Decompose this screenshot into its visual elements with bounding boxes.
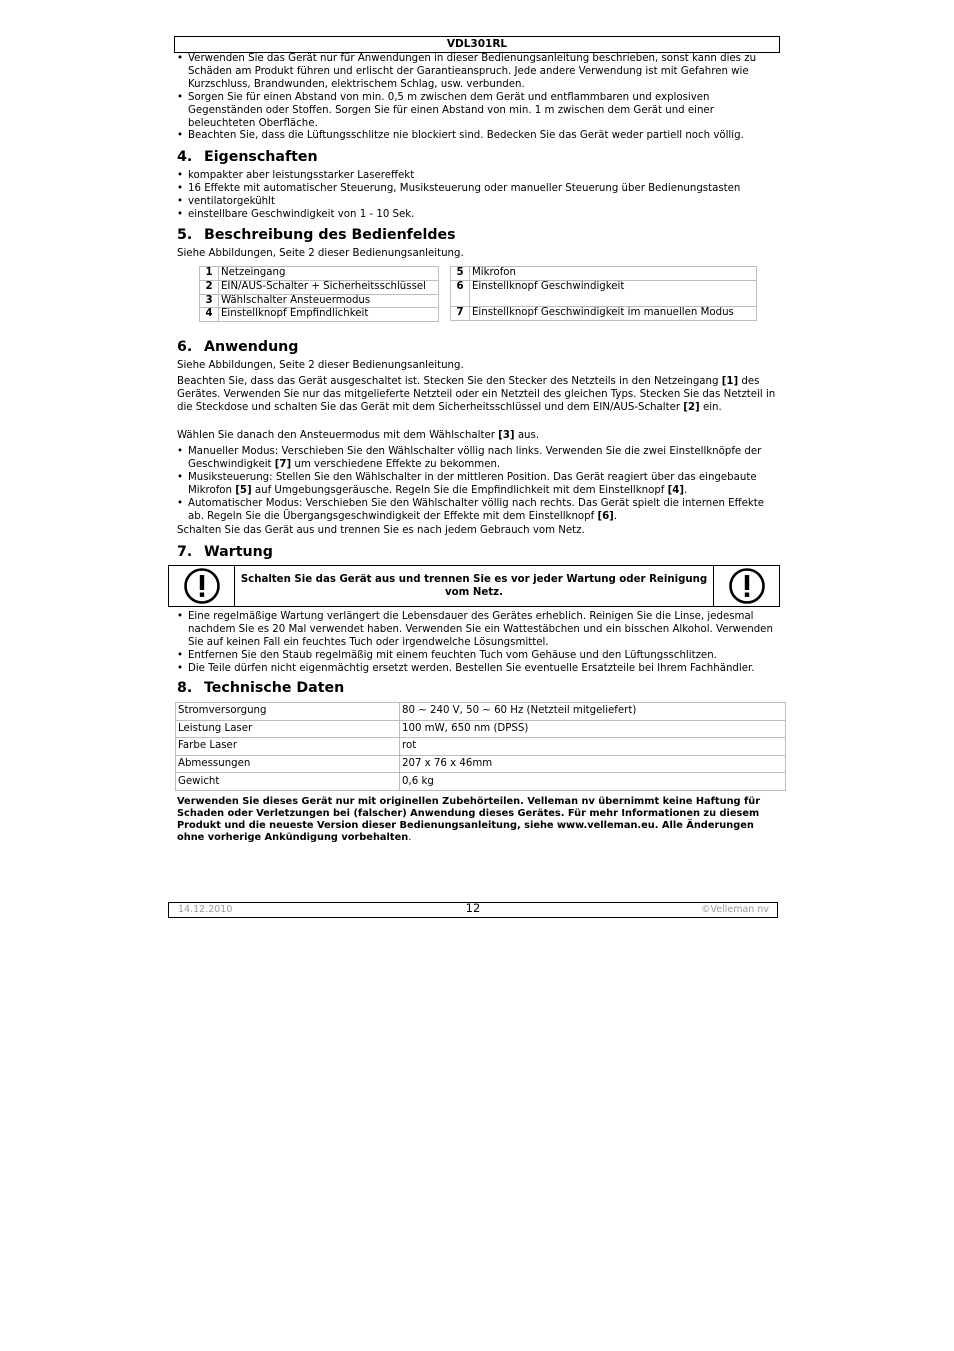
section-title: Technische Daten [204, 680, 345, 696]
section-heading-bedienfeld [177, 227, 779, 243]
section-heading-wartung [177, 544, 779, 560]
section-title: Eigenschaften [204, 149, 318, 165]
safety-bullet-list [177, 53, 779, 143]
table-row: 4 Einstellknopf Empfindlichkeit [200, 308, 439, 322]
table-row: Leistung Laser 100 mW, 650 nm (DPSS) [176, 720, 786, 738]
section-heading-technische-daten [177, 680, 779, 696]
list-item: • Automatischer Modus: Verschieben Sie den Wählschalter völlig nach rechts. Das Gerät spielt die internen Effekte ab. Regeln Sie die Übergangsgeschwindigkeit der Effekte mit dem Einstellknopf [6]. [177, 498, 779, 524]
page-header-model: VDL301RL [174, 36, 780, 53]
table-row: 2 EIN/AUS-Schalter + Sicherheitsschlüssel [200, 280, 439, 294]
paragraph: Schalten Sie das Gerät aus und trennen Sie es nach jedem Gebrauch vom Netz. [177, 525, 585, 536]
section-intro: Siehe Abbildungen, Seite 2 dieser Bedienungsanleitung. [177, 248, 464, 259]
footer-date: 14.12.2010 [178, 904, 233, 915]
controls-table-right [450, 266, 757, 321]
section-number: 4. [177, 149, 193, 165]
paragraph: Beachten Sie, dass das Gerät ausgeschaltet ist. Stecken Sie den Stecker des Netzteils in den Netzeingang [1] des Gerätes. Verwenden Sie nur das mitgelieferte Netzteil oder ein Netzteil des gleichen Typs. Stecken Sie das Netzteil in die Steckdose und schalten Sie das Gerät mit dem Sicherheitsschlüssel und dem EIN/AUS-Schalter [2] ein. [177, 376, 776, 413]
list-item: • 16 Effekte mit automatischer Steuerung, Musiksteuerung oder manueller Steuerung über Bedienungstasten [177, 183, 779, 196]
list-item: • Die Teile dürfen nicht eigenmächtig ersetzt werden. Bestellen Sie eventuelle Ersatzteile bei Ihrem Fachhändler. [177, 663, 779, 676]
table-row: Abmessungen 207 x 76 x 46mm [176, 755, 786, 773]
section-title: Anwendung [204, 339, 299, 355]
disclaimer: Verwenden Sie dieses Gerät nur mit originellen Zubehörteilen. Velleman nv übernimmt keine Haftung für Schaden oder Verletzungen bei (falscher) Anwendung dieses Gerätes. Für mehr Informationen zu diesem Produkt und die neueste Version dieser Bedienungsanleitung, siehe www.velleman.eu. Alle Änderungen ohne vorherige Ankündigung vorbehalten. [177, 796, 761, 843]
table-row: 5 Mikrofon [451, 267, 757, 281]
section-number: 7. [177, 544, 193, 560]
section-number: 6. [177, 339, 193, 355]
warning-exclamation-icon [169, 566, 235, 606]
list-item: • kompakter aber leistungsstarker Lasereffekt [177, 170, 779, 183]
mode-list [177, 446, 779, 523]
table-row: Farbe Laser rot [176, 738, 786, 756]
list-item: • Entfernen Sie den Staub regelmäßig mit einem feuchten Tuch vom Gehäuse und den Lüftungsschlitzen. [177, 650, 779, 663]
table-row: Gewicht 0,6 kg [176, 773, 786, 791]
specs-table [175, 702, 786, 791]
controls-table-left [199, 266, 439, 322]
paragraph: Wählen Sie danach den Ansteuermodus mit dem Wählschalter [3] aus. [177, 430, 540, 441]
list-item: • Eine regelmäßige Wartung verlängert die Lebensdauer des Gerätes erheblich. Reinigen Sie die Linse, jedesmal nachdem Sie es 20 Mal verwendet haben. Verwenden Sie ein Wattestäbchen und ein bisschen Alkohol. Verwenden Sie auf keinen Fall ein feuchtes Tuch oder irgendwelche Lösungsmittel. [177, 611, 779, 650]
list-item: • Beachten Sie, dass die Lüftungsschlitze nie blockiert sind. Bedecken Sie das Gerät weder partiell noch völlig. [177, 130, 779, 143]
table-row: 3 Wählschalter Ansteuermodus [200, 294, 439, 308]
section-heading-eigenschaften [177, 149, 779, 165]
page-footer [168, 902, 778, 918]
intro-section [177, 53, 779, 143]
table-row: 6 Einstellknopf Geschwindigkeit [451, 280, 757, 306]
list-item: • einstellbare Geschwindigkeit von 1 - 10 Sek. [177, 209, 779, 222]
warning-exclamation-icon [713, 566, 779, 606]
section-heading-anwendung [177, 339, 779, 355]
list-item: • Manueller Modus: Verschieben Sie den Wählschalter völlig nach links. Verwenden Sie die zwei Einstellknöpfe der Geschwindigkeit [7] um verschiedene Effekte zu bekommen. [177, 446, 779, 472]
section-title: Beschreibung des Bedienfeldes [204, 227, 456, 243]
section-title: Wartung [204, 544, 273, 560]
footer-copyright: ©Velleman nv [701, 904, 769, 915]
list-item: • Musiksteuerung: Stellen Sie den Wählschalter in der mittleren Position. Das Gerät reagiert über das eingebaute Mikrofon [5] auf Umgebungsgeräusche. Regeln Sie die Empfindlichkeit mit dem Einstellknopf [4]. [177, 472, 779, 498]
table-row: 1 Netzeingang [200, 267, 439, 281]
page-number: 12 [465, 901, 481, 915]
features-list [177, 170, 779, 222]
maintenance-list [177, 611, 779, 676]
table-row: Stromversorgung 80 ~ 240 V, 50 ~ 60 Hz (Netzteil mitgeliefert) [176, 703, 786, 721]
section-number: 5. [177, 227, 193, 243]
table-row: 7 Einstellknopf Geschwindigkeit im manuellen Modus [451, 306, 757, 320]
list-item: • ventilatorgekühlt [177, 196, 779, 209]
list-item: • Verwenden Sie das Gerät nur für Anwendungen in dieser Bedienungsanleitung beschrieben, sonst kann dies zu Schäden am Produkt führen und erlischt der Garantieanspruch. Jede andere Verwendung ist mit Gefahren wie Kurzschluss, Brandwunden, elektrischem Schlag, usw. verbunden. [177, 53, 779, 92]
warning-box [168, 565, 780, 607]
section-number: 8. [177, 680, 193, 696]
warning-text: Schalten Sie das Gerät aus und trennen Sie es vor jeder Wartung oder Reinigung vom Netz. [240, 574, 708, 598]
paragraph: Siehe Abbildungen, Seite 2 dieser Bedienungsanleitung. [177, 360, 464, 371]
list-item: • Sorgen Sie für einen Abstand von min. 0,5 m zwischen dem Gerät und entflammbaren und explosiven Gegenständen oder Stoffen. Sorgen Sie für einen Abstand von min. 1 m zwischen dem Gerät und einer beleuchteten Oberfläche. [177, 92, 779, 131]
